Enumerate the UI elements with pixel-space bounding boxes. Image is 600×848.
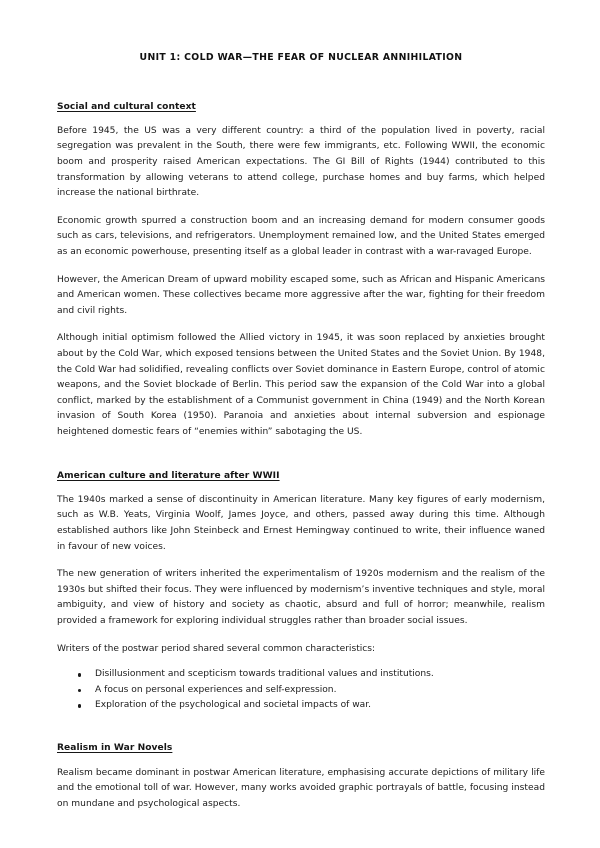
section-spacer <box>57 441 545 470</box>
list-item <box>57 683 545 698</box>
paragraph: The 1940s marked a sense of discontinuity in American literature. Many key figures of early modernism, such as W.B. Yeats, Virginia Woolf, James Joyce, and others, passed away during this time. Although established authors like John Steinbeck and Ernest Hemingway continued to write, their influence waned in favour of new voices. <box>57 494 545 552</box>
list-item <box>57 667 545 682</box>
list-item-label: Disillusionment and scepticism towards traditional values and institutions. <box>95 669 434 680</box>
document-title: UNIT 1: COLD WAR—THE FEAR OF NUCLEAR ANNIHILATION <box>139 52 463 63</box>
paragraph: Realism became dominant in postwar American literature, emphasising accurate depictions of military life and the emotional toll of war. However, many works avoided graphic portrayals of battle, focusing instead on mundane and psychological aspects. <box>57 767 545 809</box>
paragraph: Economic growth spurred a construction boom and an increasing demand for modern consumer goods such as cars, televisions, and refrigerators. Unemployment remained low, and the United States emerged as an economic powerhouse, presenting itself as a global leader in contrast with a war-ravaged Europe. <box>57 215 545 257</box>
list-item-label: A focus on personal experiences and self-expression. <box>95 684 337 695</box>
characteristics-bullet-list <box>57 667 545 713</box>
list-item <box>57 698 545 713</box>
paragraph: The new generation of writers inherited the experimentalism of 1920s modernism and the realism of the 1930s but shifted their focus. They were influenced by modernism’s inventive techniques and style, moral ambiguity, and view of history and society as chaotic, absurd and full of horror; meanwhile, realism provided a framework for exploring individual struggles rather than broader social issues. <box>57 569 545 626</box>
bullet-dot-icon <box>78 673 81 676</box>
section-heading-realism-in-war-novels: Realism in War Novels <box>57 743 173 754</box>
bullet-dot-icon <box>78 704 81 707</box>
section-spacer <box>57 713 545 742</box>
paragraph: Although initial optimism followed the Allied victory in 1945, it was soon replaced by anxieties brought about by the Cold War, which exposed tensions between the United States and the Soviet Union. By 1948, the Cold War had solidified, revealing conflicts over Soviet dominance in Eastern Europe, control of atomic weapons, and the Soviet blockade of Berlin. This period saw the expansion of the Cold War into a global conflict, marked by the establishment of a Communist government in China (1949) and the North Korean invasion of South Korea (1950). Paranoia and anxieties about internal subversion and espionage heightened domestic fears of “enemies within” sabotaging the US. <box>57 333 545 437</box>
list-intro-text: Writers of the postwar period shared several common characteristics: <box>57 643 376 654</box>
bullet-dot-icon <box>78 689 81 692</box>
section-heading-american-culture-and-literature-after-wwii: American culture and literature after WWII <box>57 470 280 481</box>
paragraph: However, the American Dream of upward mobility escaped some, such as African and Hispanic Americans and American women. These collectives became more aggressive after the war, fighting for their freedom and civil rights. <box>57 274 545 316</box>
list-item-label: Exploration of the psychological and societal impacts of war. <box>95 699 372 710</box>
section-heading-social-and-cultural-context: Social and cultural context <box>57 101 196 112</box>
paragraph: Before 1945, the US was a very different country: a third of the population lived in poverty, racial segregation was prevalent in the South, there were few immigrants, etc. Following WWII, the economic boom and prosperity raised American expectations. The GI Bill of Rights (1944) contributed to this transformation by allowing veterans to attend college, purchase homes and buy farms, which helped increase the national birthrate. <box>57 125 545 199</box>
